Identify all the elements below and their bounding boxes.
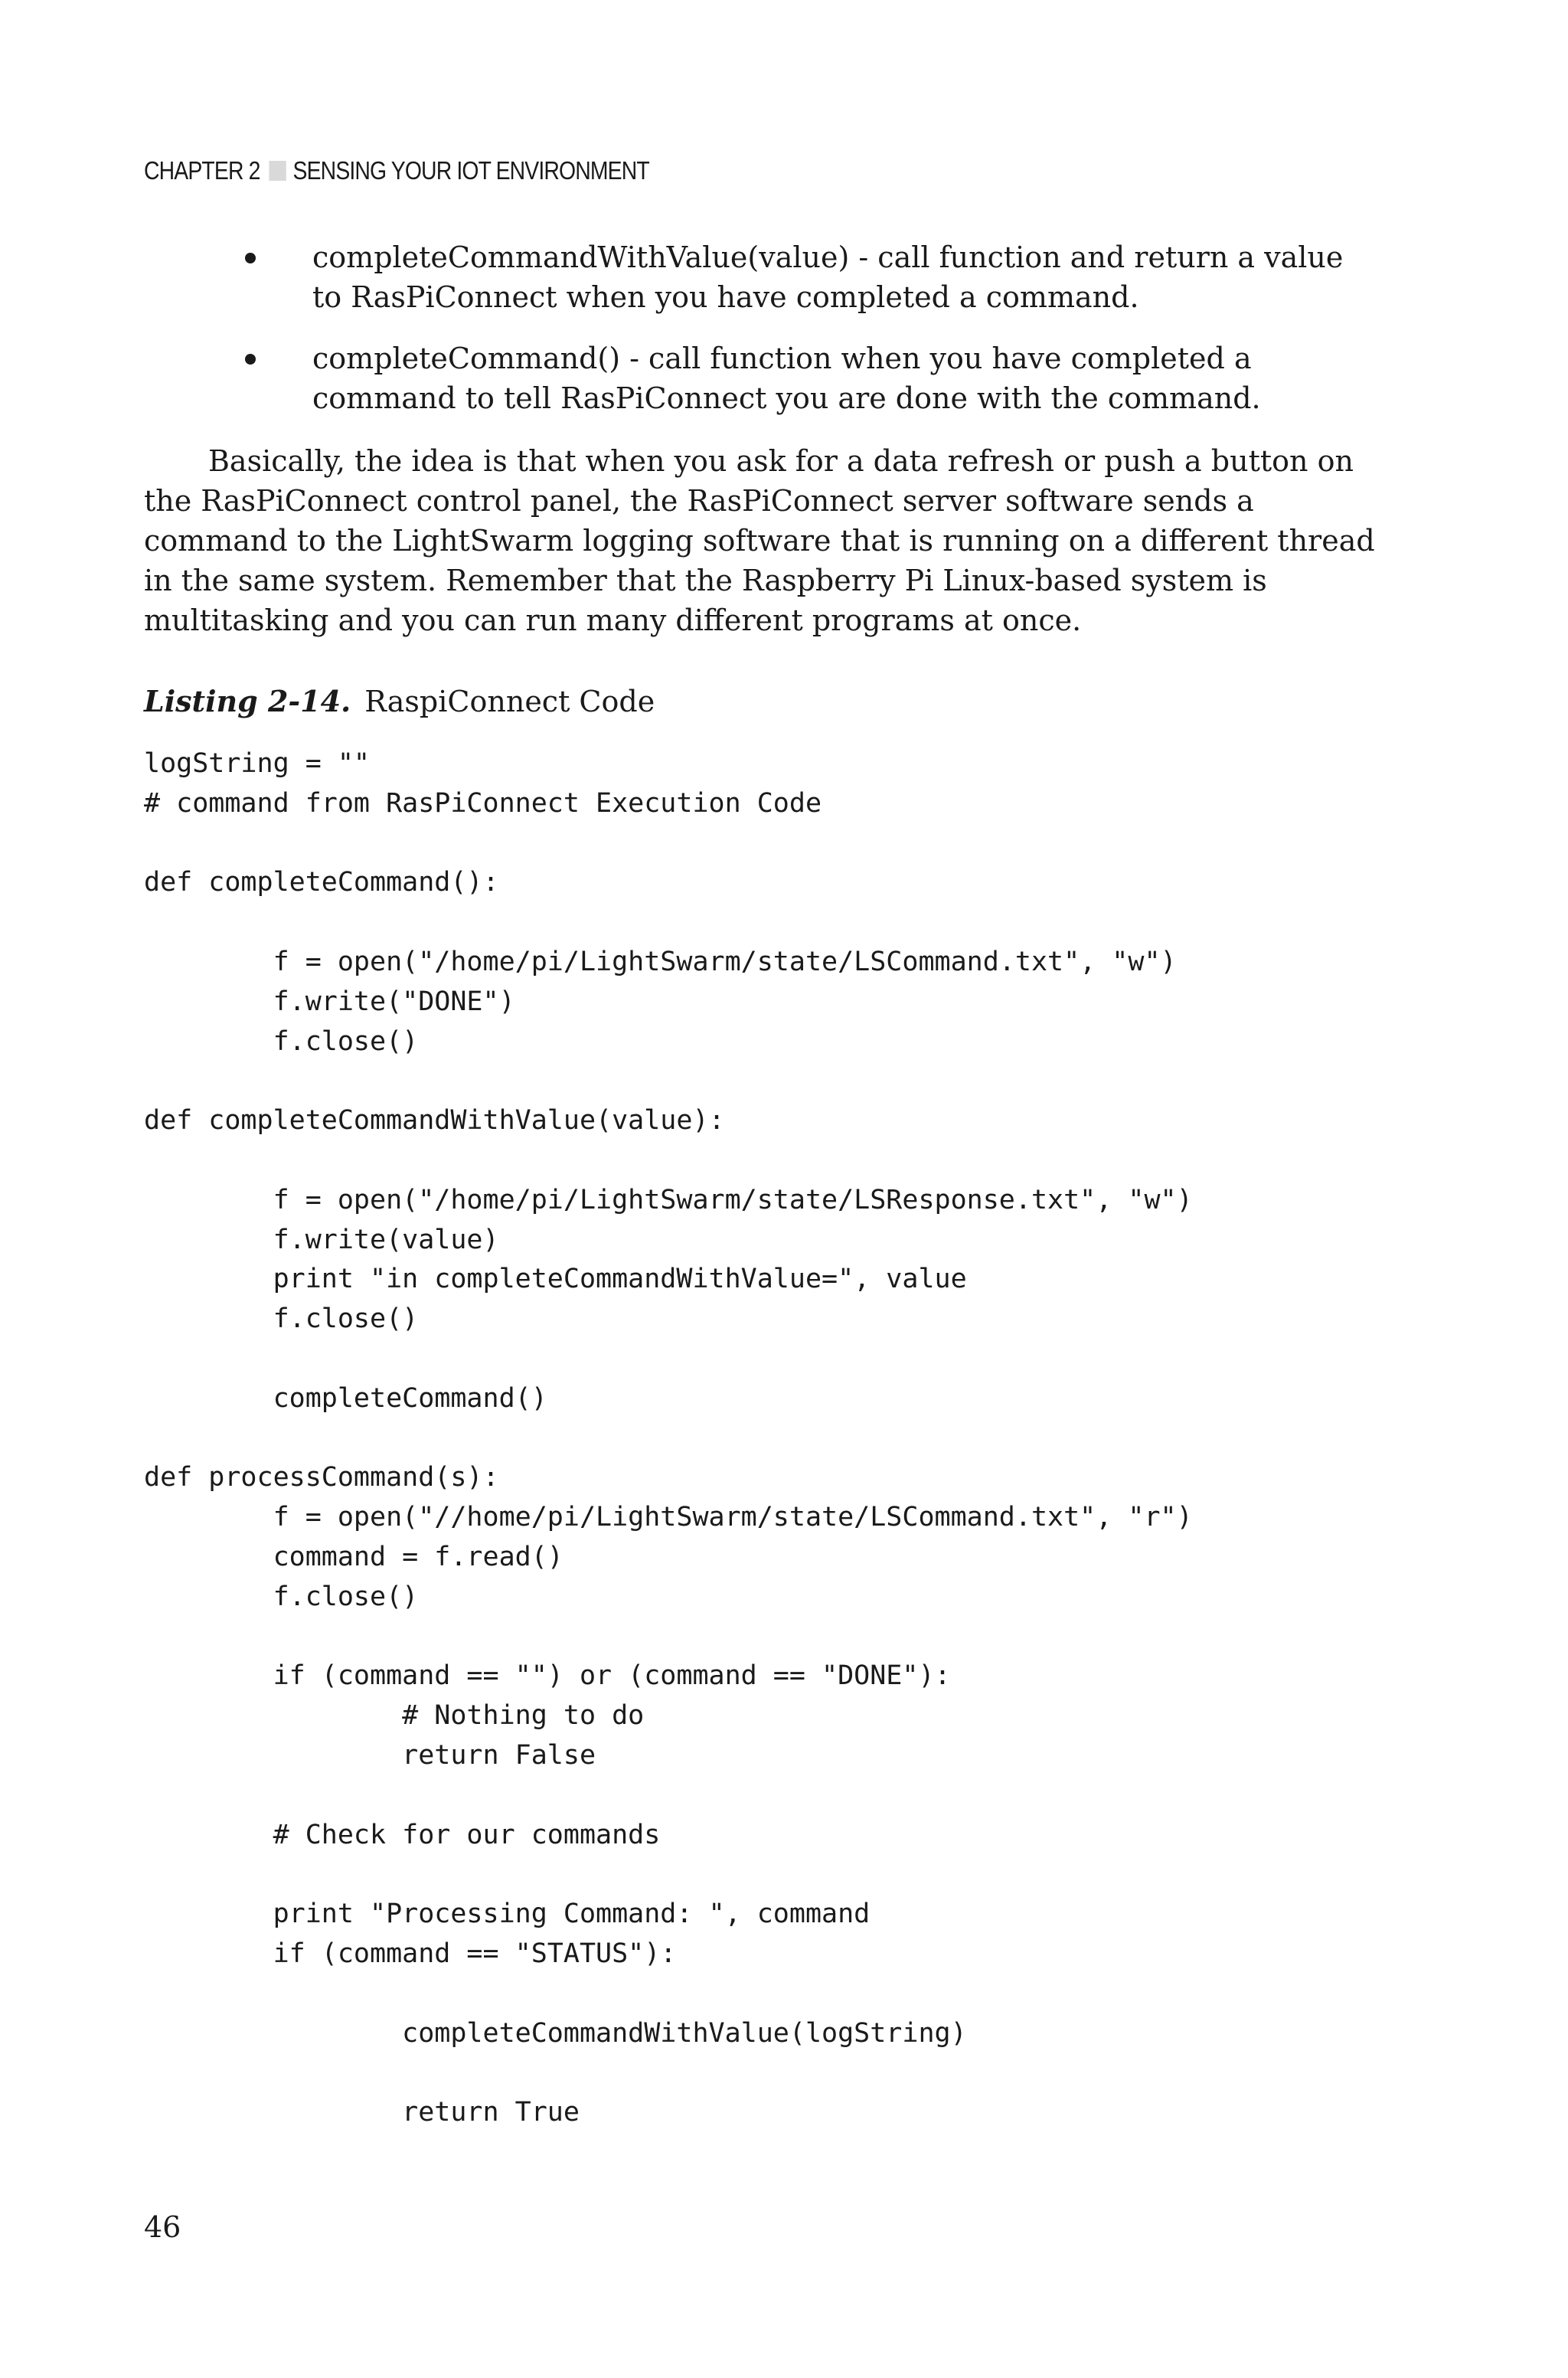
code-line — [144, 1855, 1193, 1895]
chapter-title: SENSING YOUR IOT ENVIRONMENT — [292, 156, 649, 185]
code-line: def completeCommand(): — [144, 867, 499, 898]
code-line — [144, 1617, 1193, 1657]
code-line: f.close() — [144, 1303, 419, 1335]
bullet-list — [245, 237, 1378, 440]
code-line — [144, 903, 1193, 943]
code-line — [144, 824, 1193, 864]
listing-title: RaspiConnect Code — [364, 685, 655, 718]
code-line: logString = "" — [144, 748, 371, 779]
code-line: f = open("/home/pi/LightSwarm/state/LSCommand.txt", "w") — [144, 946, 1177, 977]
page-number: 46 — [144, 2210, 181, 2244]
code-line: f = open("/home/pi/LightSwarm/state/LSResponse.txt", "w") — [144, 1184, 1193, 1215]
code-line — [144, 1061, 1193, 1101]
code-line — [144, 2053, 1193, 2093]
code-line: print "Processing Command: ", command — [144, 1899, 871, 1930]
code-line — [144, 1141, 1193, 1181]
code-line — [144, 1419, 1193, 1459]
bullet-item — [245, 237, 1378, 317]
bullet-icon — [245, 354, 256, 365]
code-line: # command from RasPiConnect Execution Code — [144, 787, 822, 819]
code-line: f.write(value) — [144, 1224, 499, 1255]
code-line — [144, 1339, 1193, 1379]
code-line — [144, 1776, 1193, 1816]
listing-label: Listing 2-14. — [144, 684, 351, 718]
bullet-text: completeCommandWithValue(value) - call function and return a value to RasPiConnect when you have completed a command. — [312, 240, 1344, 314]
code-line: return True — [144, 2097, 580, 2128]
bullet-icon — [245, 253, 256, 263]
code-line: print "in completeCommandWithValue=", value — [144, 1264, 967, 1295]
body-paragraph: Basically, the idea is that when you ask for a data refresh or push a button on the RasPiConnect control panel, the RasPiConnect server software sends a command to the LightSwarm logging software that is running on a different thread in the same system. Remember that the Raspberry Pi Linux-based system is multitasking and you can run many different programs at once. — [144, 444, 1375, 637]
code-line: completeCommandWithValue(logString) — [144, 2017, 967, 2049]
code-line: # Nothing to do — [144, 1700, 645, 1732]
code-line: f.write("DONE") — [144, 986, 515, 1017]
bullet-item — [245, 339, 1378, 418]
code-line: if (command == "") or (command == "DONE"): — [144, 1660, 951, 1692]
bullet-text: completeCommand() - call function when you have completed a command to tell RasPiConnect you are done with the command. — [312, 342, 1261, 415]
listing-caption — [144, 682, 655, 721]
code-line: if (command == "STATUS"): — [144, 1938, 677, 1969]
code-line: command = f.read() — [144, 1541, 564, 1572]
code-line: f.close() — [144, 1025, 419, 1057]
code-line: return False — [144, 1739, 596, 1771]
code-line: f = open("//home/pi/LightSwarm/state/LSCommand.txt", "r") — [144, 1502, 1193, 1533]
code-line: def completeCommandWithValue(value): — [144, 1105, 725, 1137]
code-line — [144, 1974, 1193, 2014]
header-separator-square — [270, 161, 286, 181]
code-listing — [144, 744, 1193, 2133]
code-line: # Check for our commands — [144, 1819, 661, 1850]
code-line: f.close() — [144, 1581, 419, 1612]
running-header — [144, 156, 649, 185]
code-line: def processCommand(s): — [144, 1462, 499, 1493]
code-line: completeCommand() — [144, 1382, 547, 1414]
chapter-label: CHAPTER 2 — [144, 156, 260, 185]
